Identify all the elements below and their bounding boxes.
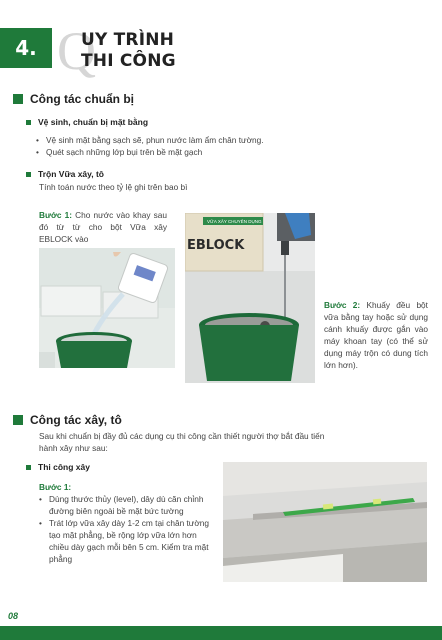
cleaning-bullet-list (36, 134, 426, 158)
page-title (81, 30, 176, 72)
subheading-text: Trộn Vữa xây, tô (38, 169, 104, 179)
subheading-mixing (26, 169, 104, 179)
subheading-build (26, 462, 90, 472)
photo-level-illustration (223, 462, 427, 582)
list-item: • Vệ sinh mặt bằng sạch sẽ, phun nước làm ẩm chân tường. (36, 135, 264, 145)
photo-pouring-water-illustration (39, 248, 175, 368)
mixing-note: Tính toán nước theo tỷ lệ ghi trên bao bì (39, 182, 188, 192)
photo-mixing-drill-illustration (185, 213, 315, 383)
masonry-intro: Sau khi chuẩn bị đầy đủ các dụng cụ thi công cần thiết người thợ bắt đầu tiến hành xây như sau: (39, 431, 325, 453)
photo-pouring-water (39, 248, 175, 368)
subheading-text: Thi công xây (38, 462, 90, 472)
section-heading-text: Công tác xây, tô (30, 413, 122, 427)
green-square-icon (26, 172, 31, 177)
green-square-icon (13, 94, 23, 104)
step1-label: Bước 1: (39, 210, 73, 220)
step2-label: Bước 2: (324, 300, 361, 310)
page-title-line1: UY TRÌNH (81, 30, 175, 50)
section-heading-masonry (13, 413, 122, 427)
section-heading-preparation (13, 92, 134, 106)
photo-level-on-base (223, 462, 427, 582)
list-item: • Dùng thước thủy (level), dây dù căn chỉnh đường biên ngoài bề mặt bức tường (39, 494, 204, 516)
section-number-tab (0, 28, 52, 68)
bag-label-text: VỮA XÂY CHUYÊN DỤNG (207, 219, 262, 224)
subheading-text: Vệ sinh, chuẩn bị mặt bằng (38, 117, 149, 127)
bag-brand-text: EBLOCK (187, 238, 245, 253)
page-number: 08 (8, 611, 19, 621)
build-bullet-list (39, 493, 215, 565)
green-square-icon (26, 120, 31, 125)
list-item: • Trát lớp vữa xây dày 1-2 cm tại chân tường tạo mặt phẳng, bề rộng lớp vữa lớn hơn chiều dày gạch mỗi bên 5 cm. Kiểm tra mặt phẳng (39, 518, 210, 564)
photo-mixing-drill (185, 213, 315, 383)
page-title-line2: THI CÔNG (81, 51, 176, 71)
step1-text: Bước 1: Cho nước vào khay sau đó từ từ cho bột Vữa xây EBLOCK vào (39, 210, 167, 244)
green-square-icon (26, 465, 31, 470)
section-number: 4. (15, 36, 37, 60)
section-heading-text: Công tác chuẩn bị (30, 92, 135, 106)
step2-text: Bước 2: Khuấy đều bột vữa bằng tay hoặc sử dụng cánh khuấy được gắn vào máy khoan tay (có thể sử dụng máy trộn có dung tích lớn hơn). (324, 300, 428, 370)
title-initial-letter: Q (57, 21, 96, 81)
build-step1-label: Bước 1: (39, 482, 72, 492)
footer-bar (0, 626, 442, 640)
green-square-icon (13, 415, 23, 425)
subheading-cleaning (26, 117, 148, 127)
list-item: • Quét sạch những lớp bụi trên bề mặt gạch (36, 147, 203, 157)
